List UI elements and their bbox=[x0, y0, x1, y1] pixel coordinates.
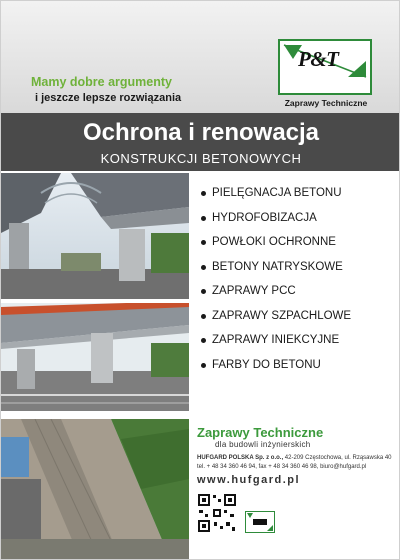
street-address: 42-209 Częstochowa, ul. Rząsawska 40 bbox=[284, 455, 392, 461]
service-label: PIELĘGNACJA BETONU bbox=[212, 187, 342, 199]
service-item bbox=[201, 334, 397, 359]
contact-brand: Zaprawy Techniczne bbox=[197, 425, 324, 440]
company-name: HUFGARD POLSKA Sp. z o.o., bbox=[197, 455, 284, 461]
service-label: ZAPRAWY SZPACHLOWE bbox=[212, 309, 352, 322]
bridge-motorway-photo bbox=[1, 303, 189, 411]
qr-code-icon[interactable] bbox=[197, 493, 237, 533]
service-item bbox=[201, 261, 397, 286]
bullet-icon bbox=[201, 314, 206, 319]
company-address bbox=[197, 455, 392, 461]
bullet-icon bbox=[201, 265, 206, 270]
bullet-icon bbox=[201, 289, 206, 294]
service-item bbox=[201, 212, 397, 237]
services-list bbox=[201, 187, 397, 383]
service-label: BETONY NATRYSKOWE bbox=[212, 260, 343, 273]
service-item bbox=[201, 359, 397, 384]
website-link[interactable]: www.hufgard.pl bbox=[197, 474, 301, 486]
pt-small-logo-icon bbox=[245, 511, 275, 533]
bullet-icon bbox=[201, 338, 206, 343]
service-item bbox=[201, 236, 397, 261]
bullet-icon bbox=[201, 216, 206, 221]
bullet-icon bbox=[201, 363, 206, 368]
title-band bbox=[1, 113, 400, 171]
service-item bbox=[201, 285, 397, 310]
service-label: HYDROFOBIZACJA bbox=[212, 211, 317, 224]
service-item bbox=[201, 187, 397, 212]
pt-logo bbox=[278, 39, 372, 95]
service-label: ZAPRAWY PCC bbox=[212, 285, 296, 297]
bridge-underside-photo bbox=[1, 173, 189, 299]
tagline-line-1: Mamy dobre argumenty bbox=[31, 75, 173, 89]
header bbox=[1, 1, 400, 113]
main-title: Ochrona i renowacja bbox=[82, 119, 320, 146]
service-item bbox=[201, 310, 397, 335]
bullet-icon bbox=[201, 191, 206, 196]
tagline-line-2: i jeszcze lepsze rozwiązania bbox=[35, 92, 182, 104]
dam-photo bbox=[1, 419, 189, 560]
service-label: FARBY DO BETONU bbox=[212, 358, 321, 371]
service-label: ZAPRAWY INIEKCYJNE bbox=[212, 334, 340, 346]
phone-line: tel. + 48 34 360 46 94, fax + 48 34 360 46 98, biuro@hufgard.pl bbox=[197, 464, 367, 470]
service-label: POWŁOKI OCHRONNE bbox=[212, 236, 336, 248]
contact-brand-sub: dla budowli inżynierskich bbox=[215, 440, 311, 449]
bullet-icon bbox=[201, 240, 206, 245]
subtitle: KONSTRUKCJI BETONOWYCH bbox=[100, 151, 302, 166]
logo-caption: Zaprawy Techniczne bbox=[284, 98, 368, 108]
logo-letters: P&T bbox=[298, 47, 339, 71]
